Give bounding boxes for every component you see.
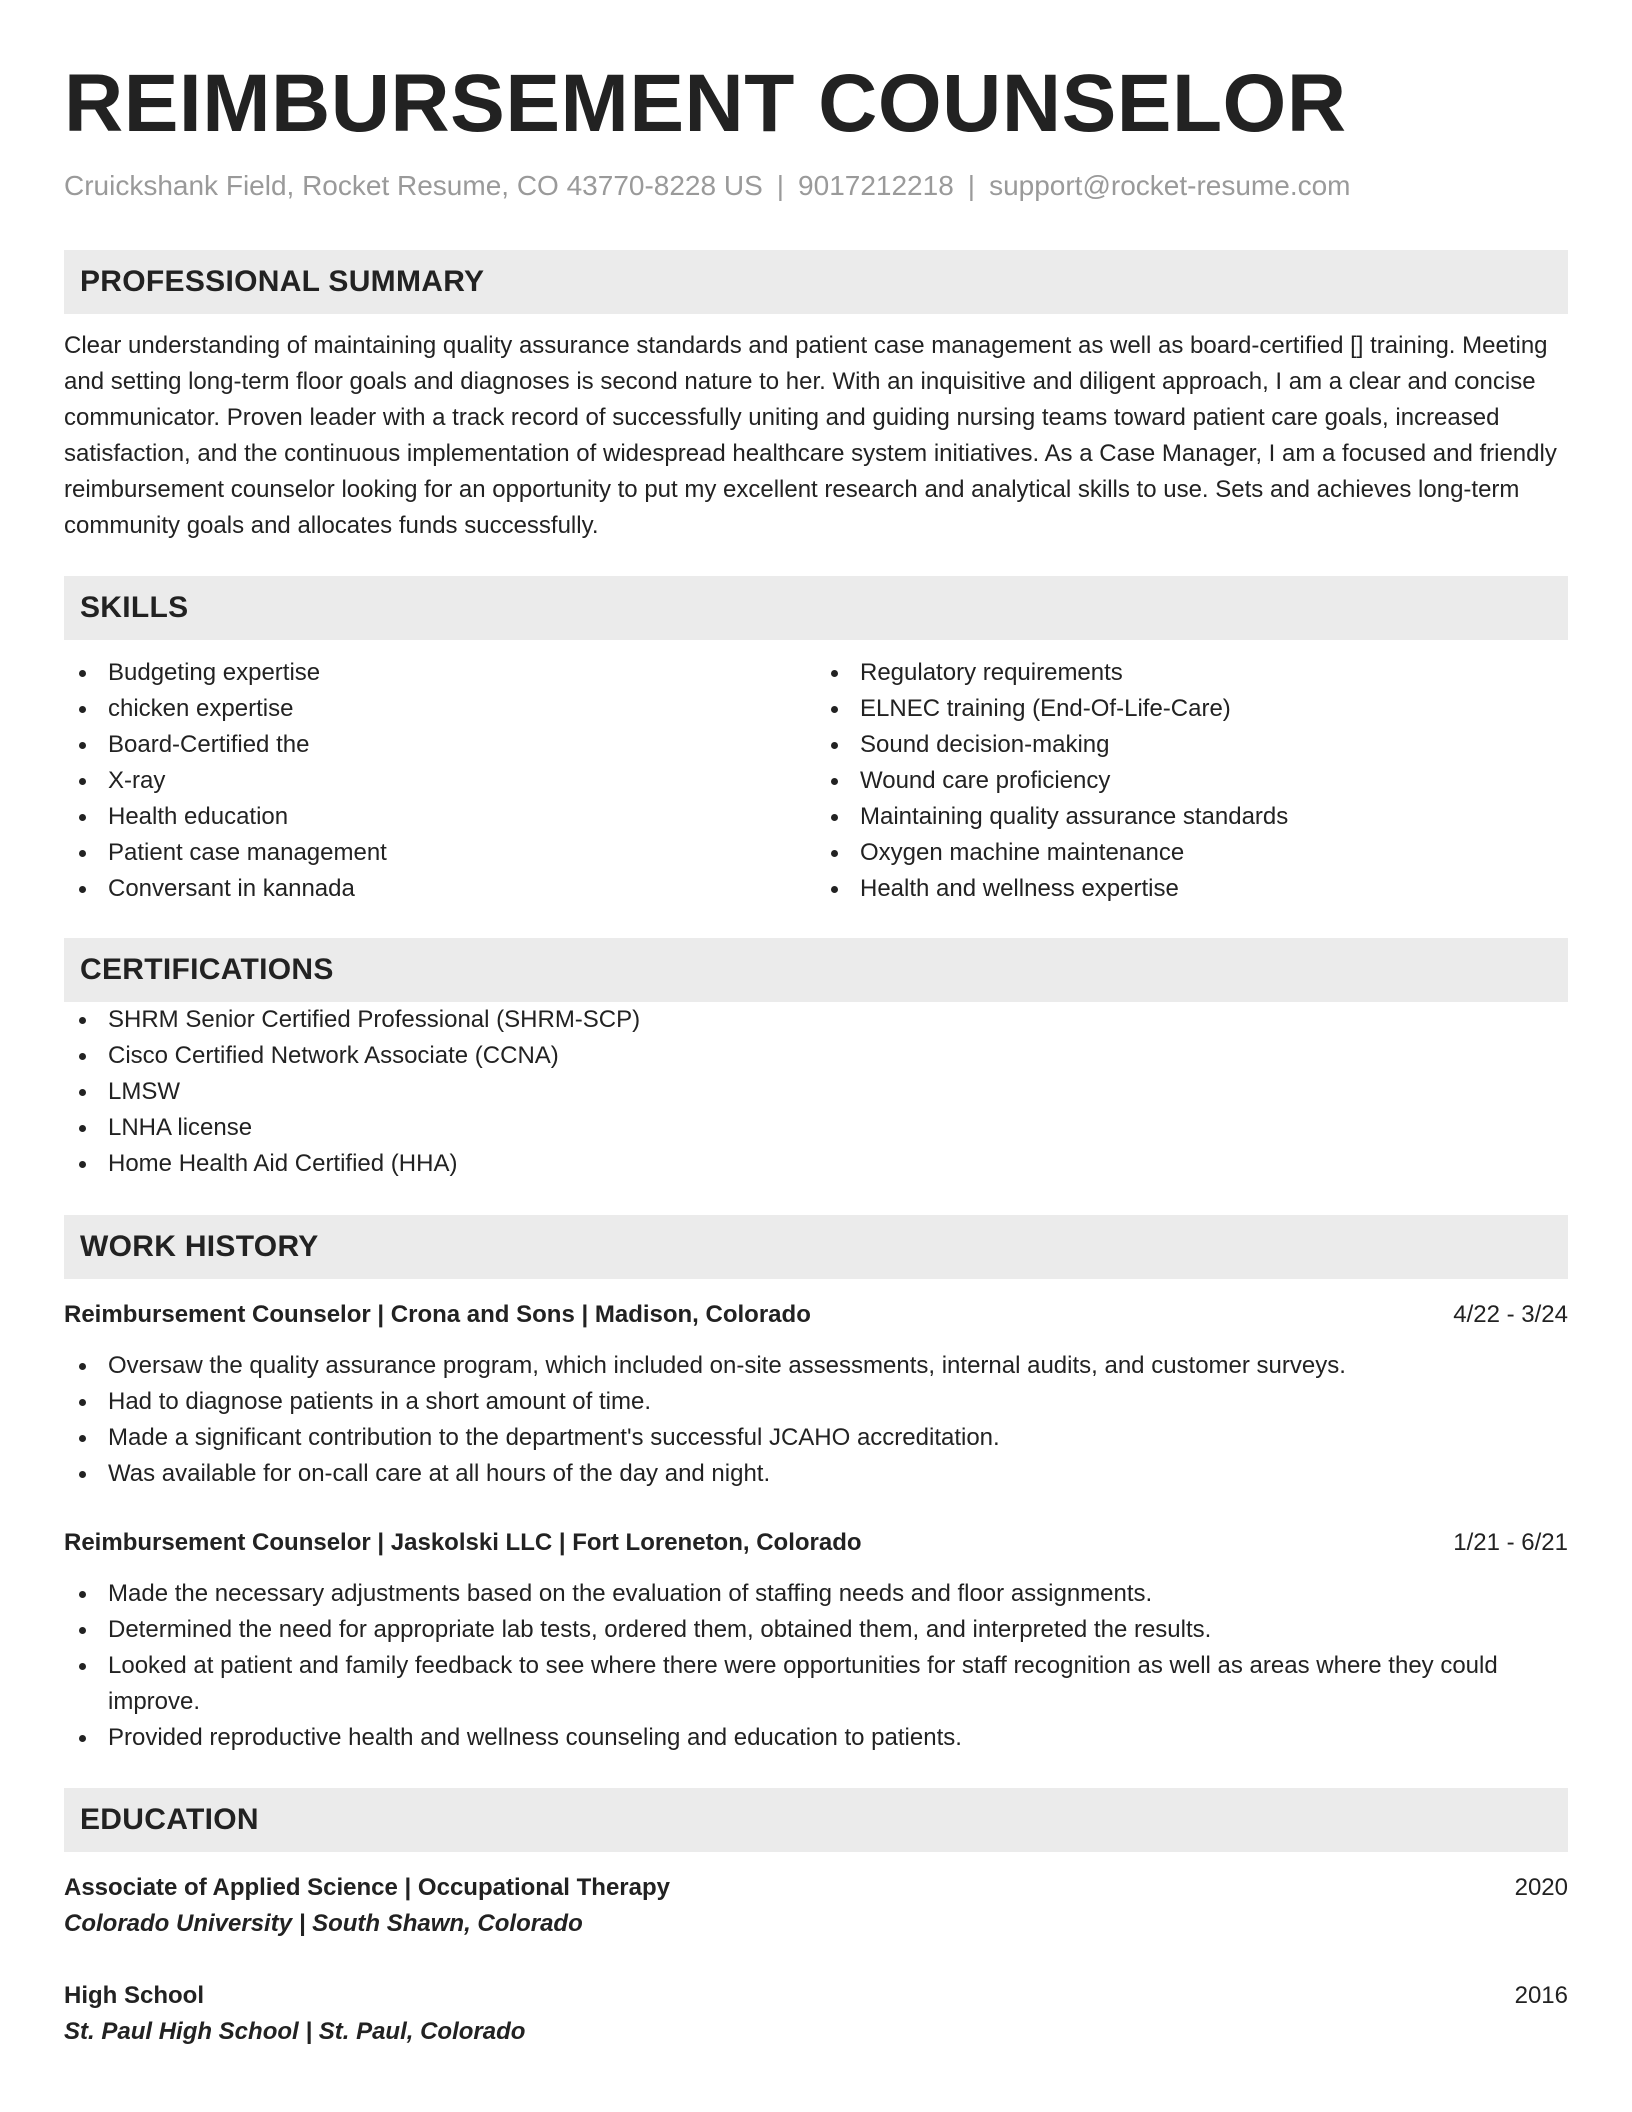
work-history-heading: WORK HISTORY	[64, 1215, 1568, 1279]
job-title: Reimbursement Counselor | Crona and Sons | Madison, Colorado	[64, 1301, 811, 1328]
skills-grid	[64, 655, 1568, 907]
skill-item: Sound decision-making	[816, 727, 1568, 763]
summary-section	[64, 250, 1568, 544]
contact-email: support@rocket-resume.com	[989, 170, 1351, 201]
candidate-name: REIMBURSEMENT COUNSELOR	[64, 58, 1347, 149]
skills-section	[64, 576, 1568, 907]
job-bullet: Made the necessary adjustments based on the evaluation of staffing needs and floor assignments.	[64, 1576, 1568, 1612]
skill-item: chicken expertise	[64, 691, 816, 727]
skills-column-left	[64, 655, 816, 907]
certifications-list	[64, 1002, 1568, 1182]
certification-item: Cisco Certified Network Associate (CCNA)	[64, 1038, 1568, 1074]
skill-item: Conversant in kannada	[64, 871, 816, 907]
job-entry	[64, 1297, 1568, 1492]
certification-item: SHRM Senior Certified Professional (SHRM-SCP)	[64, 1002, 1568, 1038]
job-bullets	[64, 1576, 1568, 1756]
skills-heading: SKILLS	[64, 576, 1568, 640]
job-dates: 1/21 - 6/21	[1453, 1529, 1568, 1556]
job-bullet: Made a significant contribution to the department's successful JCAHO accreditation.	[64, 1420, 1568, 1456]
work-history-section	[64, 1215, 1568, 1756]
education-entry	[64, 1870, 1568, 1942]
contact-phone: 9017212218	[798, 170, 954, 201]
job-bullet: Determined the need for appropriate lab tests, ordered them, obtained them, and interpreted the results.	[64, 1612, 1568, 1648]
education-degree: Associate of Applied Science | Occupational Therapy	[64, 1874, 670, 1901]
contact-line	[64, 166, 1568, 206]
certification-item: LMSW	[64, 1074, 1568, 1110]
job-bullet: Was available for on-call care at all hours of the day and night.	[64, 1456, 1568, 1492]
summary-text: Clear understanding of maintaining quality assurance standards and patient case management as well as board-certified [] training. Meeting and setting long-term floor goals and diagnoses is second nature to her. With an inquisitive and diligent approach, I am a clear and concise communicator. Proven leader with a track record of successfully uniting and guiding nursing teams toward patient care goals, increased satisfaction, and the continuous implementation of widespread healthcare system initiatives. As a Case Manager, I am a focused and friendly reimbursement counselor looking for an opportunity to put my excellent research and analytical skills to use. Sets and achieves long-term community goals and allocates funds successfully.	[64, 332, 1557, 539]
skill-item: Health and wellness expertise	[816, 871, 1568, 907]
education-entry	[64, 1978, 1568, 2050]
education-year: 2016	[1514, 1982, 1568, 2009]
education-header	[64, 1978, 1568, 2014]
job-header	[64, 1525, 1568, 1561]
education-school: St. Paul High School | St. Paul, Colorado	[64, 2018, 526, 2045]
education-school: Colorado University | South Shawn, Colorado	[64, 1910, 583, 1937]
education-section	[64, 1788, 1568, 2050]
certifications-section	[64, 938, 1568, 1182]
education-year: 2020	[1514, 1874, 1568, 1901]
job-bullet: Looked at patient and family feedback to see where there were opportunities for staff recognition as well as areas where they could improve.	[64, 1648, 1568, 1720]
job-bullet: Oversaw the quality assurance program, which included on-site assessments, internal audits, and customer surveys.	[64, 1348, 1568, 1384]
job-bullet: Had to diagnose patients in a short amount of time.	[64, 1384, 1568, 1420]
skill-item: Health education	[64, 799, 816, 835]
skill-item: Board-Certified the	[64, 727, 816, 763]
job-header	[64, 1297, 1568, 1333]
skill-item: Wound care proficiency	[816, 763, 1568, 799]
certifications-heading: CERTIFICATIONS	[64, 938, 1568, 1002]
education-degree: High School	[64, 1982, 204, 2009]
job-title: Reimbursement Counselor | Jaskolski LLC | Fort Loreneton, Colorado	[64, 1529, 862, 1556]
skill-item: Patient case management	[64, 835, 816, 871]
skill-item: Oxygen machine maintenance	[816, 835, 1568, 871]
education-heading: EDUCATION	[64, 1788, 1568, 1852]
certification-item: Home Health Aid Certified (HHA)	[64, 1146, 1568, 1182]
skill-item: Regulatory requirements	[816, 655, 1568, 691]
skill-item: Maintaining quality assurance standards	[816, 799, 1568, 835]
contact-address: Cruickshank Field, Rocket Resume, CO 43770-8228 US	[64, 170, 763, 201]
education-header	[64, 1870, 1568, 1906]
certification-item: LNHA license	[64, 1110, 1568, 1146]
job-entry	[64, 1525, 1568, 1756]
skills-column-right	[816, 655, 1568, 907]
contact-separator: |	[776, 170, 785, 201]
job-bullets	[64, 1348, 1568, 1492]
skill-item: X-ray	[64, 763, 816, 799]
contact-separator: |	[967, 170, 976, 201]
job-dates: 4/22 - 3/24	[1453, 1301, 1568, 1328]
skill-item: Budgeting expertise	[64, 655, 816, 691]
summary-heading: PROFESSIONAL SUMMARY	[64, 250, 1568, 314]
skill-item: ELNEC training (End-Of-Life-Care)	[816, 691, 1568, 727]
job-bullet: Provided reproductive health and wellness counseling and education to patients.	[64, 1720, 1568, 1756]
